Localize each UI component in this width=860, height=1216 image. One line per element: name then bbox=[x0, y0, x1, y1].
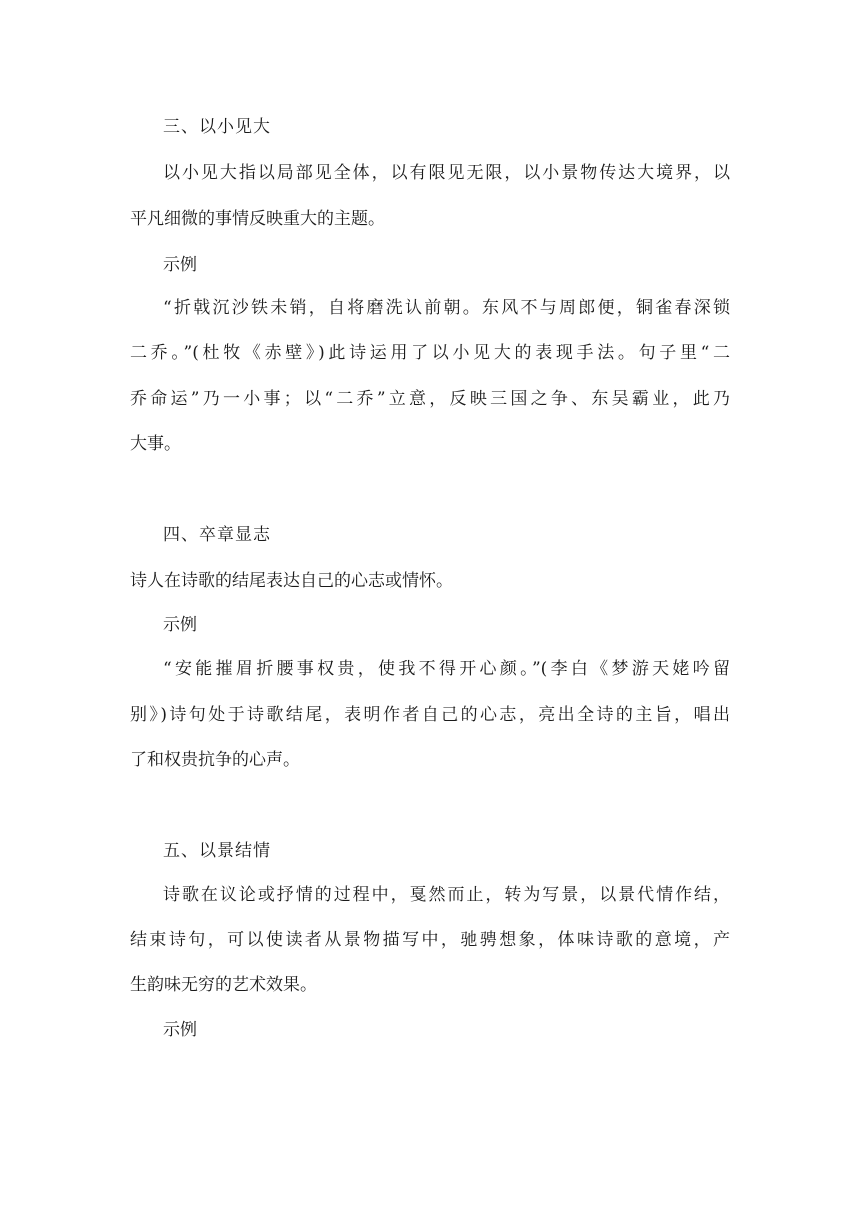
example-label: 示例 bbox=[163, 1020, 197, 1040]
definition-line: 结束诗句，可以使读者从景物描写中，驰骋想象，体味诗歌的意境，产 bbox=[130, 930, 730, 950]
definition-line: 生韵味无穷的艺术效果。 bbox=[130, 975, 317, 995]
section-heading: 四、卒章显志 bbox=[163, 525, 271, 545]
definition-line: 诗歌在议论或抒情的过程中，戛然而止，转为写景，以景代情作结， bbox=[163, 885, 730, 905]
section-heading: 五、以景结情 bbox=[163, 841, 271, 861]
example-line: 乔命运”乃一小事；以“二乔”立意，反映三国之争、东吴霸业，此乃 bbox=[130, 389, 730, 409]
example-line: 大事。 bbox=[130, 434, 181, 454]
example-line: 二乔。”(杜牧《赤壁》)此诗运用了以小见大的表现手法。句子里“二 bbox=[130, 343, 730, 363]
example-line: “折戟沉沙铁未销，自将磨洗认前朝。东风不与周郎便，铜雀春深锁 bbox=[163, 298, 730, 318]
example-label: 示例 bbox=[163, 615, 197, 635]
example-line: 了和权贵抗争的心声。 bbox=[130, 750, 300, 770]
example-label: 示例 bbox=[163, 255, 197, 275]
definition-line: 平凡细微的事情反映重大的主题。 bbox=[130, 209, 385, 229]
example-line: “安能摧眉折腰事权贵，使我不得开心颜。”(李白《梦游天姥吟留 bbox=[163, 659, 730, 679]
section-heading: 三、以小见大 bbox=[163, 117, 271, 137]
example-line: 别》)诗句处于诗歌结尾，表明作者自己的心志，亮出全诗的主旨，唱出 bbox=[130, 705, 730, 725]
definition-line: 诗人在诗歌的结尾表达自己的心志或情怀。 bbox=[130, 571, 453, 591]
definition-line: 以小见大指以局部见全体，以有限见无限，以小景物传达大境界，以 bbox=[163, 163, 730, 183]
